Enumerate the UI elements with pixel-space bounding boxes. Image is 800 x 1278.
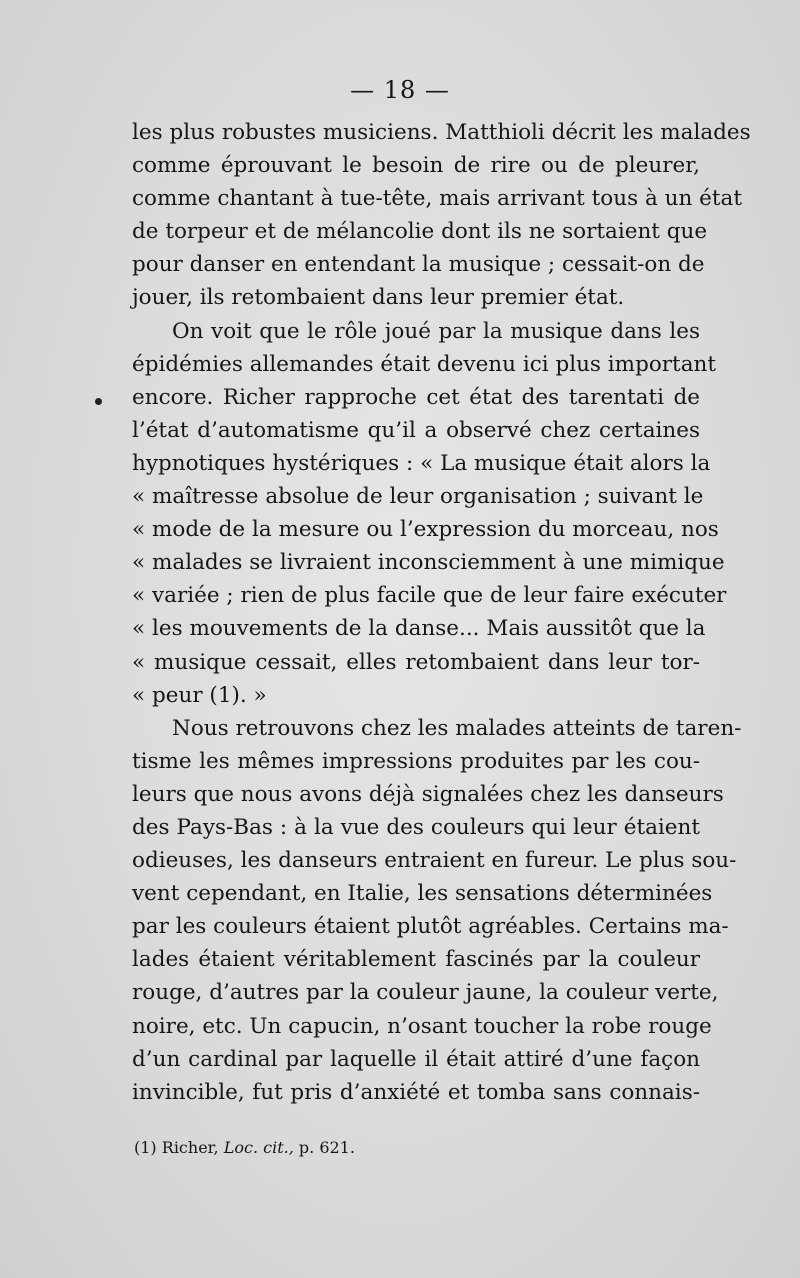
- text-line: « les mouvements de la danse... Mais aussitôt que la: [132, 616, 706, 642]
- text-line: jouer, ils retombaient dans leur premier état.: [132, 285, 625, 311]
- footnote-marker: (1): [134, 1138, 157, 1157]
- footnote-reference: Loc. cit.,: [223, 1138, 294, 1157]
- body-text: [132, 116, 751, 1109]
- text-line: tisme les mêmes impressions produites par les cou-: [132, 748, 700, 774]
- text-line: pour danser en entendant la musique ; cessait-on de: [132, 252, 705, 278]
- text-line: « musique cessait, elles retombaient dans leur tor-: [132, 649, 700, 675]
- text-line: les plus robustes musiciens. Matthioli décrit les malades: [132, 120, 751, 145]
- text-line: comme éprouvant le besoin de rire ou de pleurer,: [132, 153, 700, 179]
- text-line: vent cependant, en Italie, les sensations déterminées: [132, 881, 713, 907]
- text-line: l’état d’automatisme qu’il a observé chez certaines: [132, 417, 700, 443]
- text-line: rouge, d’autres par la couleur jaune, la couleur verte,: [132, 980, 719, 1006]
- text-line: épidémies allemandes était devenu ici plus important: [132, 351, 716, 377]
- text-line: leurs que nous avons déjà signalées chez les danseurs: [132, 781, 724, 807]
- text-line: On voit que le rôle joué par la musique dans les: [172, 318, 700, 344]
- text-line: « variée ; rien de plus facile que de leur faire exécuter: [132, 583, 727, 609]
- text-line: de torpeur et de mélancolie dont ils ne sortaient que: [132, 219, 708, 245]
- margin-dot: [95, 398, 102, 405]
- text-line: « mode de la mesure ou l’expression du morceau, nos: [132, 517, 719, 543]
- footnote-author: Richer,: [161, 1138, 219, 1157]
- text-line: encore. Richer rapproche cet état des tarentati de: [132, 384, 700, 410]
- text-line: noire, etc. Un capucin, n’osant toucher la robe rouge: [132, 1013, 712, 1039]
- text-line: Nous retrouvons chez les malades atteints de taren-: [172, 715, 742, 741]
- footnote-page: p. 621.: [298, 1138, 355, 1157]
- text-line: « peur (1). »: [132, 682, 267, 708]
- footnote: [134, 1138, 355, 1157]
- page-number: — 18 —: [350, 76, 450, 104]
- text-line: hypnotiques hystériques : « La musique était alors la: [132, 450, 711, 476]
- text-line: « maîtresse absolue de leur organisation ; suivant le: [132, 484, 704, 510]
- text-line: d’un cardinal par laquelle il était attiré d’une façon: [132, 1046, 700, 1072]
- text-line: lades étaient véritablement fascinés par la couleur: [132, 947, 700, 973]
- text-line: invincible, fut pris d’anxiété et tomba sans connais-: [132, 1079, 700, 1105]
- text-line: par les couleurs étaient plutôt agréables. Certains ma-: [132, 914, 729, 940]
- text-line: odieuses, les danseurs entraient en fureur. Le plus sou-: [132, 848, 737, 874]
- text-line: comme chantant à tue-tête, mais arrivant tous à un état: [132, 186, 742, 212]
- text-line: « malades se livraient inconsciemment à une mimique: [132, 550, 725, 576]
- text-line: des Pays-Bas : à la vue des couleurs qui leur étaient: [132, 814, 700, 840]
